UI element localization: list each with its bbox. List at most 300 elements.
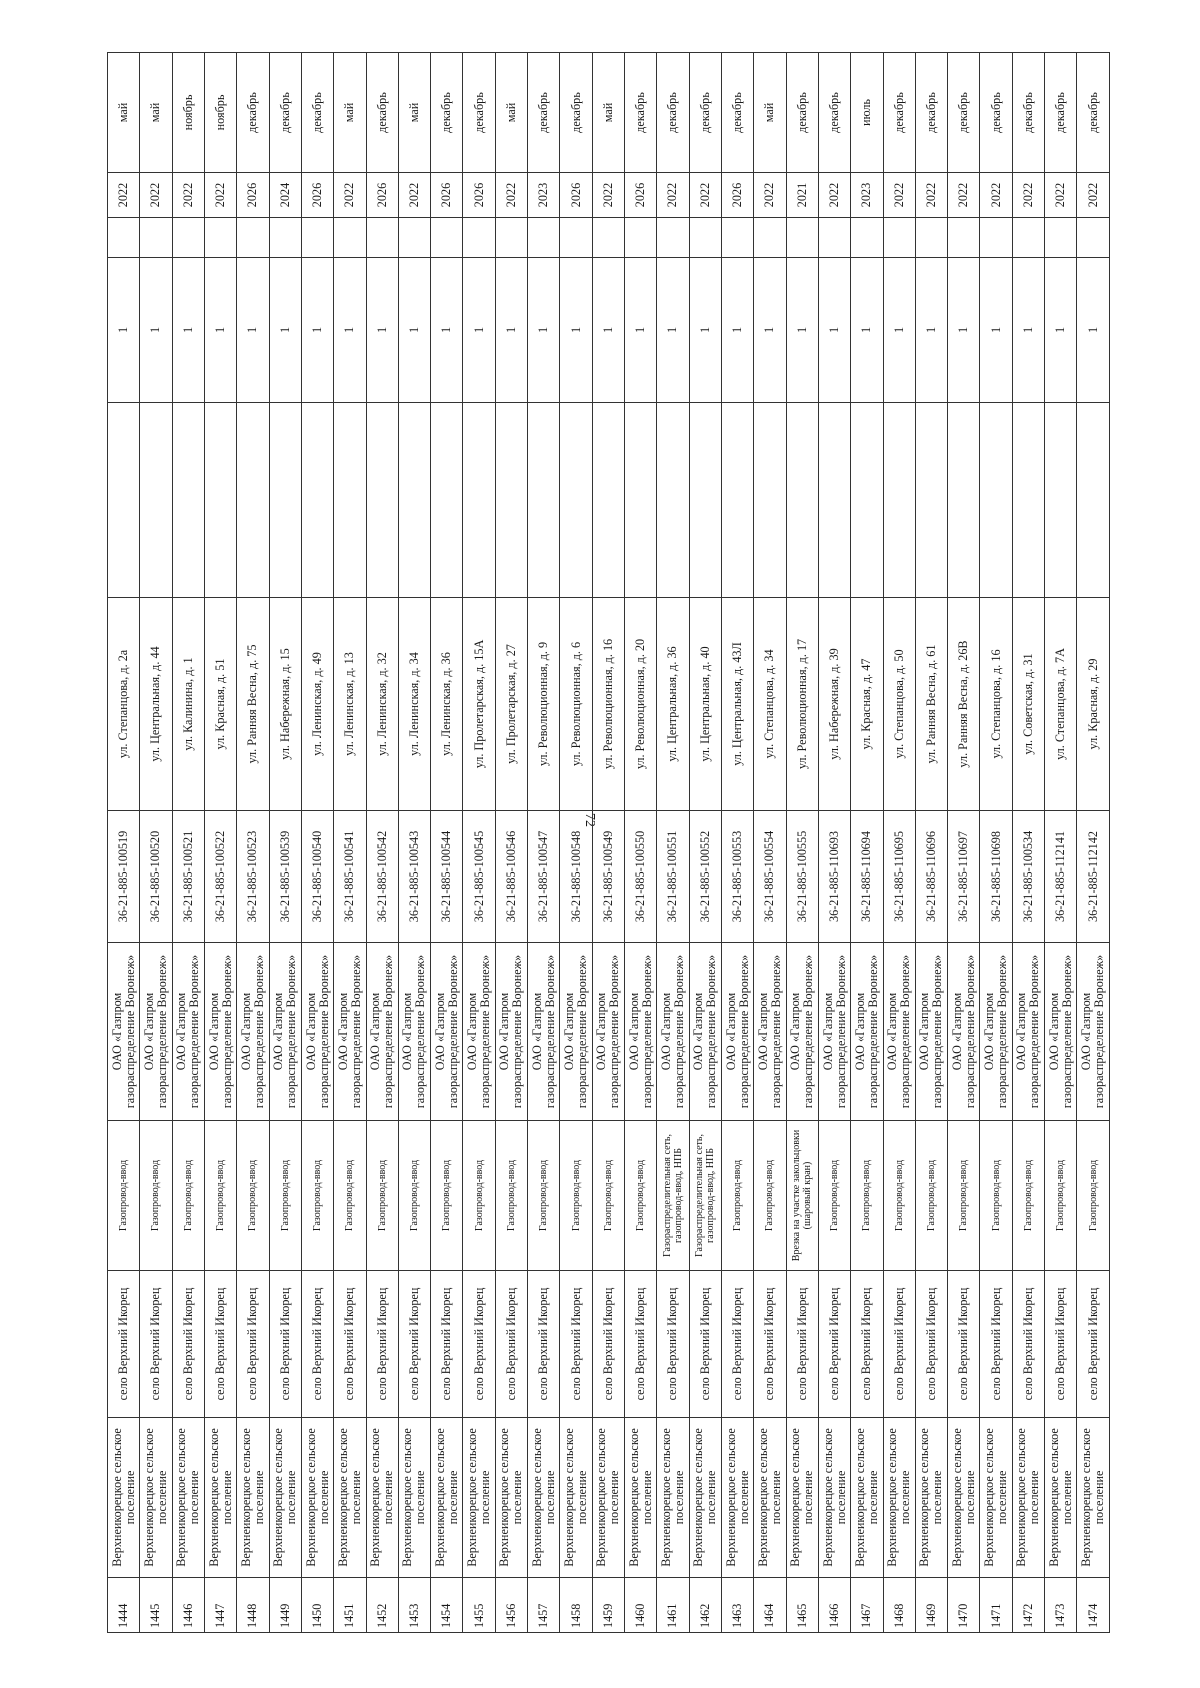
object-code-cell: 36-21-885-100522 bbox=[204, 811, 236, 943]
object-type-cell: Газопровод-ввод bbox=[463, 1121, 495, 1271]
empty-cell bbox=[721, 218, 753, 258]
month-cell: ноябрь bbox=[204, 53, 236, 173]
row-number-cell: 1458 bbox=[560, 1578, 592, 1633]
object-type-cell: Газопровод-ввод bbox=[334, 1121, 366, 1271]
object-type-cell: Газопровод-ввод bbox=[851, 1121, 883, 1271]
object-code-cell: 36-21-885-112142 bbox=[1077, 811, 1110, 943]
row-number-cell: 1472 bbox=[1012, 1578, 1044, 1633]
quantity-cell: 1 bbox=[754, 258, 786, 403]
settlement-cell: Верхнеикорецкое сельское поселение bbox=[237, 1418, 269, 1578]
village-cell: село Верхний Икорец bbox=[1077, 1271, 1110, 1418]
owner-cell: ОАО «Газпром газораспределение Воронеж» bbox=[721, 943, 753, 1121]
quantity-cell: 1 bbox=[980, 258, 1012, 403]
object-type-cell: Газопровод-ввод bbox=[754, 1121, 786, 1271]
address-cell: ул. Ранняя Весна, д. 26В bbox=[948, 598, 980, 811]
table-row bbox=[1045, 53, 1077, 1633]
quantity-cell: 1 bbox=[948, 258, 980, 403]
table-row bbox=[721, 53, 753, 1633]
object-code-cell: 36-21-885-100553 bbox=[721, 811, 753, 943]
quantity-cell: 1 bbox=[108, 258, 140, 403]
row-number-cell: 1464 bbox=[754, 1578, 786, 1633]
row-number-cell: 1465 bbox=[786, 1578, 818, 1633]
village-cell: село Верхний Икорец bbox=[754, 1271, 786, 1418]
settlement-cell: Верхнеикорецкое сельское поселение bbox=[172, 1418, 204, 1578]
address-cell: ул. Набережная, д. 15 bbox=[269, 598, 301, 811]
quantity-cell: 1 bbox=[495, 258, 527, 403]
owner-cell: ОАО «Газпром газораспределение Воронеж» bbox=[818, 943, 850, 1121]
owner-cell: ОАО «Газпром газораспределение Воронеж» bbox=[689, 943, 721, 1121]
object-code-cell: 36-21-885-100549 bbox=[592, 811, 624, 943]
quantity-cell: 1 bbox=[398, 258, 430, 403]
month-cell: июль bbox=[851, 53, 883, 173]
settlement-cell: Верхнеикорецкое сельское поселение bbox=[1045, 1418, 1077, 1578]
empty-cell bbox=[237, 403, 269, 598]
owner-cell: ОАО «Газпром газораспределение Воронеж» bbox=[657, 943, 689, 1121]
quantity-cell: 1 bbox=[883, 258, 915, 403]
table-row bbox=[657, 53, 689, 1633]
row-number-cell: 1469 bbox=[915, 1578, 947, 1633]
table-row bbox=[980, 53, 1012, 1633]
row-number-cell: 1466 bbox=[818, 1578, 850, 1633]
empty-cell bbox=[915, 218, 947, 258]
table-row bbox=[1012, 53, 1044, 1633]
year-cell: 2026 bbox=[721, 173, 753, 218]
quantity-cell: 1 bbox=[237, 258, 269, 403]
object-code-cell: 36-21-885-100521 bbox=[172, 811, 204, 943]
empty-cell bbox=[980, 403, 1012, 598]
row-number-cell: 1473 bbox=[1045, 1578, 1077, 1633]
settlement-cell: Верхнеикорецкое сельское поселение bbox=[560, 1418, 592, 1578]
year-cell: 2022 bbox=[1077, 173, 1110, 218]
year-cell: 2026 bbox=[301, 173, 333, 218]
settlement-cell: Верхнеикорецкое сельское поселение bbox=[108, 1418, 140, 1578]
owner-cell: ОАО «Газпром газораспределение Воронеж» bbox=[1012, 943, 1044, 1121]
settlement-cell: Верхнеикорецкое сельское поселение bbox=[883, 1418, 915, 1578]
table-row bbox=[786, 53, 818, 1633]
settlement-cell: Верхнеикорецкое сельское поселение bbox=[592, 1418, 624, 1578]
address-cell: ул. Революционная, д. 20 bbox=[625, 598, 657, 811]
address-cell: ул. Центральная, д. 40 bbox=[689, 598, 721, 811]
quantity-cell: 1 bbox=[431, 258, 463, 403]
empty-cell bbox=[431, 403, 463, 598]
object-code-cell: 36-21-885-100552 bbox=[689, 811, 721, 943]
owner-cell: ОАО «Газпром газораспределение Воронеж» bbox=[204, 943, 236, 1121]
object-type-cell: Газопровод-ввод bbox=[301, 1121, 333, 1271]
month-cell: май bbox=[495, 53, 527, 173]
empty-cell bbox=[172, 218, 204, 258]
year-cell: 2021 bbox=[786, 173, 818, 218]
empty-cell bbox=[237, 218, 269, 258]
owner-cell: ОАО «Газпром газораспределение Воронеж» bbox=[431, 943, 463, 1121]
settlement-cell: Верхнеикорецкое сельское поселение bbox=[204, 1418, 236, 1578]
year-cell: 2022 bbox=[657, 173, 689, 218]
empty-cell bbox=[818, 218, 850, 258]
table-row bbox=[689, 53, 721, 1633]
table-row bbox=[398, 53, 430, 1633]
object-type-cell: Газопровод-ввод bbox=[431, 1121, 463, 1271]
object-code-cell: 36-21-885-110696 bbox=[915, 811, 947, 943]
quantity-cell: 1 bbox=[657, 258, 689, 403]
table-row bbox=[1077, 53, 1110, 1633]
quantity-cell: 1 bbox=[528, 258, 560, 403]
village-cell: село Верхний Икорец bbox=[398, 1271, 430, 1418]
table-row bbox=[883, 53, 915, 1633]
quantity-cell: 1 bbox=[1045, 258, 1077, 403]
month-cell: декабрь bbox=[366, 53, 398, 173]
village-cell: село Верхний Икорец bbox=[818, 1271, 850, 1418]
year-cell: 2022 bbox=[883, 173, 915, 218]
owner-cell: ОАО «Газпром газораспределение Воронеж» bbox=[1077, 943, 1110, 1121]
owner-cell: ОАО «Газпром газораспределение Воронеж» bbox=[560, 943, 592, 1121]
row-number-cell: 1471 bbox=[980, 1578, 1012, 1633]
table-row bbox=[431, 53, 463, 1633]
year-cell: 2023 bbox=[528, 173, 560, 218]
owner-cell: ОАО «Газпром газораспределение Воронеж» bbox=[915, 943, 947, 1121]
empty-cell bbox=[269, 403, 301, 598]
address-cell: ул. Ленинская, д. 36 bbox=[431, 598, 463, 811]
empty-cell bbox=[528, 403, 560, 598]
empty-cell bbox=[528, 218, 560, 258]
month-cell: декабрь bbox=[721, 53, 753, 173]
month-cell: декабрь bbox=[528, 53, 560, 173]
owner-cell: ОАО «Газпром газораспределение Воронеж» bbox=[334, 943, 366, 1121]
object-code-cell: 36-21-885-110697 bbox=[948, 811, 980, 943]
month-cell: декабрь bbox=[237, 53, 269, 173]
row-number-cell: 1461 bbox=[657, 1578, 689, 1633]
object-code-cell: 36-21-885-100548 bbox=[560, 811, 592, 943]
year-cell: 2022 bbox=[818, 173, 850, 218]
quantity-cell: 1 bbox=[818, 258, 850, 403]
object-code-cell: 36-21-885-100541 bbox=[334, 811, 366, 943]
row-number-cell: 1454 bbox=[431, 1578, 463, 1633]
object-code-cell: 36-21-885-100539 bbox=[269, 811, 301, 943]
owner-cell: ОАО «Газпром газораспределение Воронеж» bbox=[140, 943, 172, 1121]
empty-cell bbox=[786, 218, 818, 258]
address-cell: ул. Степанцова, д. 34 bbox=[754, 598, 786, 811]
settlement-cell: Верхнеикорецкое сельское поселение bbox=[818, 1418, 850, 1578]
object-type-cell: Газопровод-ввод bbox=[883, 1121, 915, 1271]
object-type-cell: Газопровод-ввод bbox=[915, 1121, 947, 1271]
table-row bbox=[495, 53, 527, 1633]
table-row bbox=[948, 53, 980, 1633]
month-cell: май bbox=[140, 53, 172, 173]
empty-cell bbox=[915, 403, 947, 598]
row-number-cell: 1468 bbox=[883, 1578, 915, 1633]
year-cell: 2026 bbox=[431, 173, 463, 218]
month-cell: декабрь bbox=[657, 53, 689, 173]
address-cell: ул. Центральная, д. 44 bbox=[140, 598, 172, 811]
month-cell: декабрь bbox=[625, 53, 657, 173]
object-code-cell: 36-21-885-112141 bbox=[1045, 811, 1077, 943]
quantity-cell: 1 bbox=[721, 258, 753, 403]
settlement-cell: Верхнеикорецкое сельское поселение bbox=[1077, 1418, 1110, 1578]
row-number-cell: 1467 bbox=[851, 1578, 883, 1633]
address-cell: ул. Ранняя Весна, д. 75 bbox=[237, 598, 269, 811]
table-row bbox=[140, 53, 172, 1633]
empty-cell bbox=[948, 403, 980, 598]
year-cell: 2022 bbox=[915, 173, 947, 218]
month-cell: декабрь bbox=[1045, 53, 1077, 173]
object-code-cell: 36-21-885-100544 bbox=[431, 811, 463, 943]
object-type-cell: Газопровод-ввод bbox=[528, 1121, 560, 1271]
address-cell: ул. Красная, д. 51 bbox=[204, 598, 236, 811]
table-row bbox=[334, 53, 366, 1633]
month-cell: декабрь bbox=[560, 53, 592, 173]
empty-cell bbox=[883, 403, 915, 598]
address-cell: ул. Ленинская, д. 13 bbox=[334, 598, 366, 811]
settlement-cell: Верхнеикорецкое сельское поселение bbox=[495, 1418, 527, 1578]
row-number-cell: 1451 bbox=[334, 1578, 366, 1633]
year-cell: 2022 bbox=[592, 173, 624, 218]
object-code-cell: 36-21-885-100546 bbox=[495, 811, 527, 943]
quantity-cell: 1 bbox=[786, 258, 818, 403]
settlement-cell: Верхнеикорецкое сельское поселение bbox=[657, 1418, 689, 1578]
object-code-cell: 36-21-885-100550 bbox=[625, 811, 657, 943]
village-cell: село Верхний Икорец bbox=[237, 1271, 269, 1418]
month-cell: май bbox=[334, 53, 366, 173]
object-type-cell: Газопровод-ввод bbox=[269, 1121, 301, 1271]
settlement-cell: Верхнеикорецкое сельское поселение bbox=[366, 1418, 398, 1578]
empty-cell bbox=[1045, 218, 1077, 258]
year-cell: 2022 bbox=[1012, 173, 1044, 218]
year-cell: 2022 bbox=[754, 173, 786, 218]
year-cell: 2026 bbox=[625, 173, 657, 218]
owner-cell: ОАО «Газпром газораспределение Воронеж» bbox=[851, 943, 883, 1121]
row-number-cell: 1444 bbox=[108, 1578, 140, 1633]
object-code-cell: 36-21-885-110698 bbox=[980, 811, 1012, 943]
village-cell: село Верхний Икорец bbox=[495, 1271, 527, 1418]
village-cell: село Верхний Икорец bbox=[851, 1271, 883, 1418]
empty-cell bbox=[560, 403, 592, 598]
month-cell: декабрь bbox=[1077, 53, 1110, 173]
table-row bbox=[269, 53, 301, 1633]
object-type-cell: Газораспределительная сеть, газопровод-ввод, НПБ bbox=[657, 1121, 689, 1271]
settlement-cell: Верхнеикорецкое сельское поселение bbox=[463, 1418, 495, 1578]
owner-cell: ОАО «Газпром газораспределение Воронеж» bbox=[1045, 943, 1077, 1121]
owner-cell: ОАО «Газпром газораспределение Воронеж» bbox=[528, 943, 560, 1121]
settlement-cell: Верхнеикорецкое сельское поселение bbox=[980, 1418, 1012, 1578]
table-row bbox=[818, 53, 850, 1633]
village-cell: село Верхний Икорец bbox=[528, 1271, 560, 1418]
row-number-cell: 1457 bbox=[528, 1578, 560, 1633]
address-cell: ул. Ленинская, д. 32 bbox=[366, 598, 398, 811]
object-type-cell: Газопровод-ввод bbox=[1045, 1121, 1077, 1271]
quantity-cell: 1 bbox=[172, 258, 204, 403]
row-number-cell: 1460 bbox=[625, 1578, 657, 1633]
owner-cell: ОАО «Газпром газораспределение Воронеж» bbox=[398, 943, 430, 1121]
owner-cell: ОАО «Газпром газораспределение Воронеж» bbox=[269, 943, 301, 1121]
object-code-cell: 36-21-885-100520 bbox=[140, 811, 172, 943]
owner-cell: ОАО «Газпром газораспределение Воронеж» bbox=[172, 943, 204, 1121]
empty-cell bbox=[140, 218, 172, 258]
quantity-cell: 1 bbox=[915, 258, 947, 403]
year-cell: 2026 bbox=[366, 173, 398, 218]
object-type-cell: Газопровод-ввод bbox=[204, 1121, 236, 1271]
quantity-cell: 1 bbox=[689, 258, 721, 403]
row-number-cell: 1447 bbox=[204, 1578, 236, 1633]
address-cell: ул. Набережная, д. 39 bbox=[818, 598, 850, 811]
row-number-cell: 1474 bbox=[1077, 1578, 1110, 1633]
row-number-cell: 1459 bbox=[592, 1578, 624, 1633]
empty-cell bbox=[366, 218, 398, 258]
settlement-cell: Верхнеикорецкое сельское поселение bbox=[851, 1418, 883, 1578]
object-code-cell: 36-21-885-110693 bbox=[818, 811, 850, 943]
village-cell: село Верхний Икорец bbox=[560, 1271, 592, 1418]
empty-cell bbox=[204, 218, 236, 258]
settlement-cell: Верхнеикорецкое сельское поселение bbox=[398, 1418, 430, 1578]
empty-cell bbox=[689, 218, 721, 258]
table-row bbox=[204, 53, 236, 1633]
empty-cell bbox=[786, 403, 818, 598]
village-cell: село Верхний Икорец bbox=[431, 1271, 463, 1418]
address-cell: ул. Ленинская, д. 34 bbox=[398, 598, 430, 811]
settlement-cell: Верхнеикорецкое сельское поселение bbox=[269, 1418, 301, 1578]
empty-cell bbox=[269, 218, 301, 258]
empty-cell bbox=[172, 403, 204, 598]
village-cell: село Верхний Икорец bbox=[108, 1271, 140, 1418]
village-cell: село Верхний Икорец bbox=[915, 1271, 947, 1418]
object-type-cell: Газопровод-ввод bbox=[172, 1121, 204, 1271]
object-code-cell: 36-21-885-100534 bbox=[1012, 811, 1044, 943]
month-cell: декабрь bbox=[786, 53, 818, 173]
object-code-cell: 36-21-885-100542 bbox=[366, 811, 398, 943]
object-type-cell: Газопровод-ввод bbox=[366, 1121, 398, 1271]
address-cell: ул. Центральная, д. 36 bbox=[657, 598, 689, 811]
row-number-cell: 1470 bbox=[948, 1578, 980, 1633]
empty-cell bbox=[818, 403, 850, 598]
year-cell: 2026 bbox=[560, 173, 592, 218]
owner-cell: ОАО «Газпром газораспределение Воронеж» bbox=[980, 943, 1012, 1121]
address-cell: ул. Степанцова, д. 2а bbox=[108, 598, 140, 811]
table-row bbox=[560, 53, 592, 1633]
table-row bbox=[463, 53, 495, 1633]
object-type-cell: Газопровод-ввод bbox=[237, 1121, 269, 1271]
village-cell: село Верхний Икорец bbox=[140, 1271, 172, 1418]
empty-cell bbox=[108, 403, 140, 598]
object-type-cell: Газопровод-ввод bbox=[140, 1121, 172, 1271]
month-cell: декабрь bbox=[689, 53, 721, 173]
object-code-cell: 36-21-885-100543 bbox=[398, 811, 430, 943]
village-cell: село Верхний Икорец bbox=[366, 1271, 398, 1418]
village-cell: село Верхний Икорец bbox=[657, 1271, 689, 1418]
empty-cell bbox=[657, 218, 689, 258]
year-cell: 2024 bbox=[269, 173, 301, 218]
year-cell: 2026 bbox=[237, 173, 269, 218]
village-cell: село Верхний Икорец bbox=[172, 1271, 204, 1418]
object-type-cell: Газопровод-ввод bbox=[108, 1121, 140, 1271]
empty-cell bbox=[1012, 218, 1044, 258]
year-cell: 2022 bbox=[948, 173, 980, 218]
year-cell: 2022 bbox=[108, 173, 140, 218]
month-cell: декабрь bbox=[1012, 53, 1044, 173]
village-cell: село Верхний Икорец bbox=[269, 1271, 301, 1418]
row-number-cell: 1452 bbox=[366, 1578, 398, 1633]
address-cell: ул. Советская, д. 31 bbox=[1012, 598, 1044, 811]
empty-cell bbox=[140, 403, 172, 598]
quantity-cell: 1 bbox=[592, 258, 624, 403]
table-row bbox=[301, 53, 333, 1633]
quantity-cell: 1 bbox=[1077, 258, 1110, 403]
empty-cell bbox=[754, 218, 786, 258]
empty-cell bbox=[366, 403, 398, 598]
object-type-cell: Газопровод-ввод bbox=[560, 1121, 592, 1271]
object-type-cell: Газопровод-ввод bbox=[1012, 1121, 1044, 1271]
empty-cell bbox=[108, 218, 140, 258]
month-cell: декабрь bbox=[463, 53, 495, 173]
quantity-cell: 1 bbox=[1012, 258, 1044, 403]
settlement-cell: Верхнеикорецкое сельское поселение bbox=[301, 1418, 333, 1578]
quantity-cell: 1 bbox=[463, 258, 495, 403]
table-row bbox=[237, 53, 269, 1633]
address-cell: ул. Степанцова, д. 50 bbox=[883, 598, 915, 811]
address-cell: ул. Пролетарская, д. 27 bbox=[495, 598, 527, 811]
object-type-cell: Газораспределительная сеть, газопровод-ввод, НПБ bbox=[689, 1121, 721, 1271]
table-row bbox=[366, 53, 398, 1633]
owner-cell: ОАО «Газпром газораспределение Воронеж» bbox=[948, 943, 980, 1121]
village-cell: село Верхний Икорец bbox=[786, 1271, 818, 1418]
data-table bbox=[107, 52, 1110, 1633]
village-cell: село Верхний Икорец bbox=[1045, 1271, 1077, 1418]
table-row bbox=[754, 53, 786, 1633]
empty-cell bbox=[851, 218, 883, 258]
village-cell: село Верхний Икорец bbox=[948, 1271, 980, 1418]
quantity-cell: 1 bbox=[560, 258, 592, 403]
empty-cell bbox=[689, 403, 721, 598]
empty-cell bbox=[204, 403, 236, 598]
object-type-cell: Врезка на участке закольцовки (шаровый кран) bbox=[786, 1121, 818, 1271]
address-cell: ул. Пролетарская, д. 15А bbox=[463, 598, 495, 811]
object-type-cell: Газопровод-ввод bbox=[721, 1121, 753, 1271]
settlement-cell: Верхнеикорецкое сельское поселение bbox=[786, 1418, 818, 1578]
address-cell: ул. Революционная, д. 16 bbox=[592, 598, 624, 811]
table-row bbox=[625, 53, 657, 1633]
owner-cell: ОАО «Газпром газораспределение Воронеж» bbox=[786, 943, 818, 1121]
quantity-cell: 1 bbox=[204, 258, 236, 403]
object-code-cell: 36-21-885-100554 bbox=[754, 811, 786, 943]
object-code-cell: 36-21-885-100555 bbox=[786, 811, 818, 943]
row-number-cell: 1453 bbox=[398, 1578, 430, 1633]
quantity-cell: 1 bbox=[140, 258, 172, 403]
quantity-cell: 1 bbox=[625, 258, 657, 403]
object-type-cell: Газопровод-ввод bbox=[625, 1121, 657, 1271]
address-cell: ул. Степанцова, д. 7А bbox=[1045, 598, 1077, 811]
object-code-cell: 36-21-885-100551 bbox=[657, 811, 689, 943]
empty-cell bbox=[463, 218, 495, 258]
table-row bbox=[592, 53, 624, 1633]
empty-cell bbox=[431, 218, 463, 258]
empty-cell bbox=[592, 218, 624, 258]
object-type-cell: Газопровод-ввод bbox=[1077, 1121, 1110, 1271]
quantity-cell: 1 bbox=[851, 258, 883, 403]
address-cell: ул. Ранняя Весна, д. 61 bbox=[915, 598, 947, 811]
quantity-cell: 1 bbox=[334, 258, 366, 403]
owner-cell: ОАО «Газпром газораспределение Воронеж» bbox=[495, 943, 527, 1121]
object-type-cell: Газопровод-ввод bbox=[948, 1121, 980, 1271]
empty-cell bbox=[463, 403, 495, 598]
owner-cell: ОАО «Газпром газораспределение Воронеж» bbox=[366, 943, 398, 1121]
settlement-cell: Верхнеикорецкое сельское поселение bbox=[625, 1418, 657, 1578]
object-code-cell: 36-21-885-100540 bbox=[301, 811, 333, 943]
village-cell: село Верхний Икорец bbox=[204, 1271, 236, 1418]
year-cell: 2022 bbox=[980, 173, 1012, 218]
empty-cell bbox=[625, 403, 657, 598]
empty-cell bbox=[754, 403, 786, 598]
address-cell: ул. Степанцова, д. 16 bbox=[980, 598, 1012, 811]
village-cell: село Верхний Икорец bbox=[689, 1271, 721, 1418]
empty-cell bbox=[398, 403, 430, 598]
object-code-cell: 36-21-885-110695 bbox=[883, 811, 915, 943]
empty-cell bbox=[721, 403, 753, 598]
